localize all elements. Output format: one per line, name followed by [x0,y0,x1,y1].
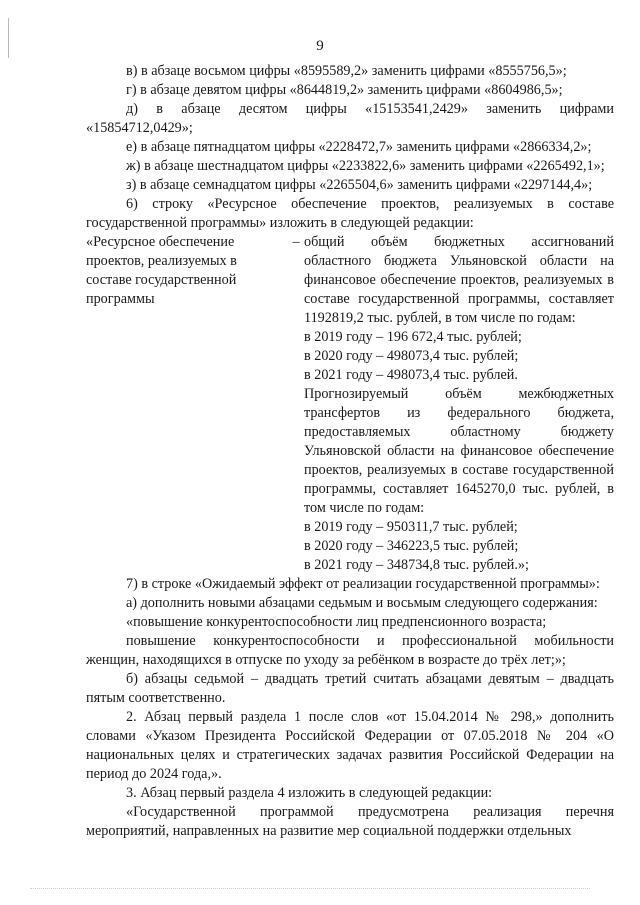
budget-2020: в 2020 году – 498073,4 тыс. рублей; [304,348,519,364]
paragraph-zh: ж) в абзаце шестнадцатом цифры «2233822,6» заменить цифрами «2265492,1»; [126,158,605,174]
resource-table-label: «Ресурсное обеспечение проектов, реализуемых в составе государственной программы [86,234,237,307]
document-body [86,62,614,841]
paragraph-b: б) абзацы седьмой – двадцать третий считать абзацами девятым – двадцать пятым соответственно. [86,671,614,706]
quote-line-1: «повышение конкурентоспособности лиц предпенсионного возраста; [126,614,547,630]
paragraph-e: е) в абзаце пятнадцатом цифры «2228472,7» заменить цифрами «2866334,2»; [126,139,592,155]
scan-bottom-edge [30,888,590,890]
resource-table-content [304,233,614,575]
item-2: 2. Абзац первый раздела 1 после слов «от 15.04.2014 № 298,» дополнить словами «Указом Президента Российской Федерации от 07.05.2018 № 204 «О национальных целях и стратегических задачах развития Российской Федерации на период до 2024 года,». [86,709,614,782]
transfers-total: Прогнозируемый объём межбюджетных трансфертов из федерального бюджета, предоставляемых областному бюджету Ульяновской области на финансовое обеспечение проектов, реализуемых в составе государственной программы, составляет 1645270,0 тыс. рублей, в том числе по годам: [304,386,614,516]
budget-2021: в 2021 году – 498073,4 тыс. рублей. [304,367,518,383]
transfers-2020: в 2020 году – 346223,5 тыс. рублей; [304,538,519,554]
paragraph-a: а) дополнить новыми абзацами седьмым и восьмым следующего содержания: [126,595,598,611]
item-3-quote: «Государственной программой предусмотрена реализация перечня мероприятий, направленных на развитие мер социальной поддержки отдельных [86,804,614,839]
paragraph-g: г) в абзаце девятом цифры «8644819,2» заменить цифрами «8604986,5»; [126,82,563,98]
page-number: 9 [316,38,324,54]
resource-table-dash: – [292,234,300,250]
budget-2019: в 2019 году – 196 672,4 тыс. рублей; [304,329,522,345]
budget-total: общий объём бюджетных ассигнований областного бюджета Ульяновской области на финансовое обеспечение проектов, реализуемых в составе государственной программы, составляет 1192819,2 тыс. рублей, в том числе по годам: [304,234,614,326]
paragraph-z: з) в абзаце семнадцатом цифры «2265504,6» заменить цифрами «2297144,4»; [126,177,593,193]
transfers-2019: в 2019 году – 950311,7 тыс. рублей; [304,519,518,535]
paragraph-v: в) в абзаце восьмом цифры «8595589,2» заменить цифрами «8555756,5»; [126,63,567,79]
transfers-2021: в 2021 году – 348734,8 тыс. рублей.»; [304,557,529,573]
paragraph-6: 6) строку «Ресурсное обеспечение проектов, реализуемых в составе государственной программы» изложить в следующей редакции: [86,196,614,231]
resource-table [86,233,614,575]
paragraph-d: д) в абзаце десятом цифры «15153541,2429» заменить цифрами «15854712,0429»; [86,101,614,136]
item-3: 3. Абзац первый раздела 4 изложить в следующей редакции: [126,785,493,801]
paragraph-7: 7) в строке «Ожидаемый эффект от реализации государственной программы»: [126,576,600,592]
quote-line-2: повышение конкурентоспособности и профессиональной мобильности женщин, находящихся в отпуске по уходу за ребёнком в возрасте до трёх лет;»; [86,633,614,668]
